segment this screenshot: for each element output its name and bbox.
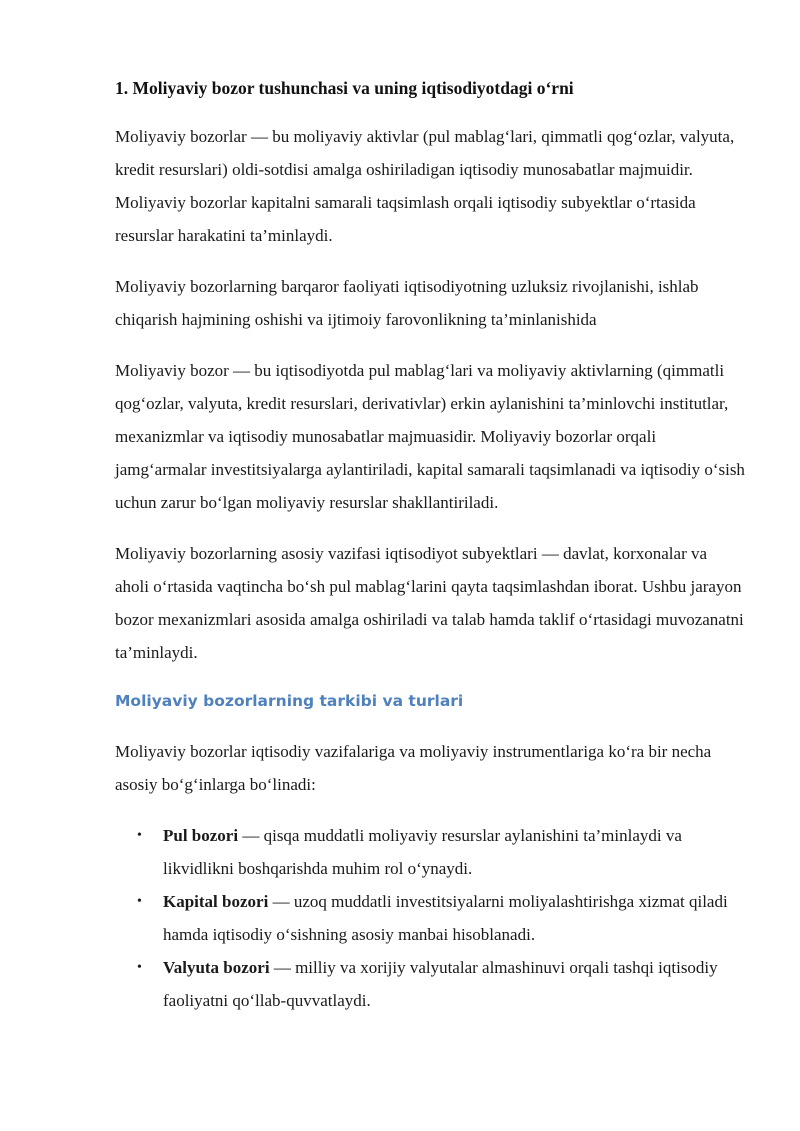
paragraph-stability: Moliyaviy bozorlarning barqaror faoliyati iqtisodiyotning uzluksiz rivojlanishi, ishlab chiqarish hajmining oshishi va ijtimoiy farovonlikning ta’minlanishida xyxy=(115,277,699,329)
market-types-list xyxy=(115,819,745,1017)
list-item-text: — milliy va xorijiy valyutalar almashinuvi orqali tashqi iqtisodiy faoliyatni qo‘llab-quvvatlaydi. xyxy=(163,958,718,1010)
list-item-term: Pul bozori xyxy=(163,826,239,845)
bullet-icon: • xyxy=(137,894,142,909)
section-title: 1. Moliyaviy bozor tushunchasi va uning iqtisodiyotdagi o‘rni xyxy=(115,78,574,98)
paragraph-definition: Moliyaviy bozorlar — bu moliyaviy aktivlar (pul mablag‘lari, qimmatli qog‘ozlar, valyuta, kredit resurslari) oldi-sotdisi amalga oshiriladigan iqtisodiy munosabatlar majmuidir. Moliyaviy bozorlar kapitalni samarali taqsimlash orqali iqtisodiy subyektlar o‘rtasida resurslar harakatini ta’minlaydi. xyxy=(115,127,735,245)
subheading-structure: Moliyaviy bozorlarning tarkibi va turlari xyxy=(115,692,464,710)
paragraph-intro: Moliyaviy bozorlar iqtisodiy vazifalariga va moliyaviy instrumentlariga ko‘ra bir necha asosiy bo‘g‘inlarga bo‘linadi: xyxy=(115,742,712,794)
paragraph-main-function: Moliyaviy bozorlarning asosiy vazifasi iqtisodiyot subyektlari — davlat, korxonalar va aholi o‘rtasida vaqtincha bo‘sh pul mablag‘larini qayta taqsimlashdan iborat. Ushbu jarayon bozor mexanizmlari asosida amalga oshiriladi va talab hamda taklif o‘rtasidagi muvozanatni ta’minlaydi. xyxy=(115,544,744,662)
list-item-currency-market xyxy=(115,951,745,1017)
bullet-icon: • xyxy=(137,828,142,843)
list-item-money-market xyxy=(115,819,745,885)
list-item-text: — qisqa muddatli moliyaviy resurslar aylanishini ta’minlaydi va likvidlikni boshqarishda muhim rol o‘ynaydi. xyxy=(163,826,682,878)
paragraph-financial-market: Moliyaviy bozor — bu iqtisodiyotda pul mablag‘lari va moliyaviy aktivlarning (qimmatli qog‘ozlar, valyuta, kredit resurslari, derivativlar) erkin aylanishini ta’minlovchi institutlar, mexanizmlar va iqtisodiy munosabatlar majmuasidir. Moliyaviy bozorlar orqali jamg‘armalar investitsiyalarga aylantiriladi, kapital samarali taqsimlanadi va iqtisodiy o‘sish uchun zarur bo‘lgan moliyaviy resurslar shakllantiriladi. xyxy=(115,361,745,512)
list-item-capital-market xyxy=(115,885,745,951)
bullet-icon: • xyxy=(137,960,142,975)
list-item-term: Valyuta bozori xyxy=(163,958,270,977)
list-item-text: — uzoq muddatli investitsiyalarni moliyalashtirishga xizmat qiladi hamda iqtisodiy o‘sishning asosiy manbai hisoblanadi. xyxy=(163,892,728,944)
document-page xyxy=(115,74,745,1017)
list-item-term: Kapital bozori xyxy=(163,892,269,911)
